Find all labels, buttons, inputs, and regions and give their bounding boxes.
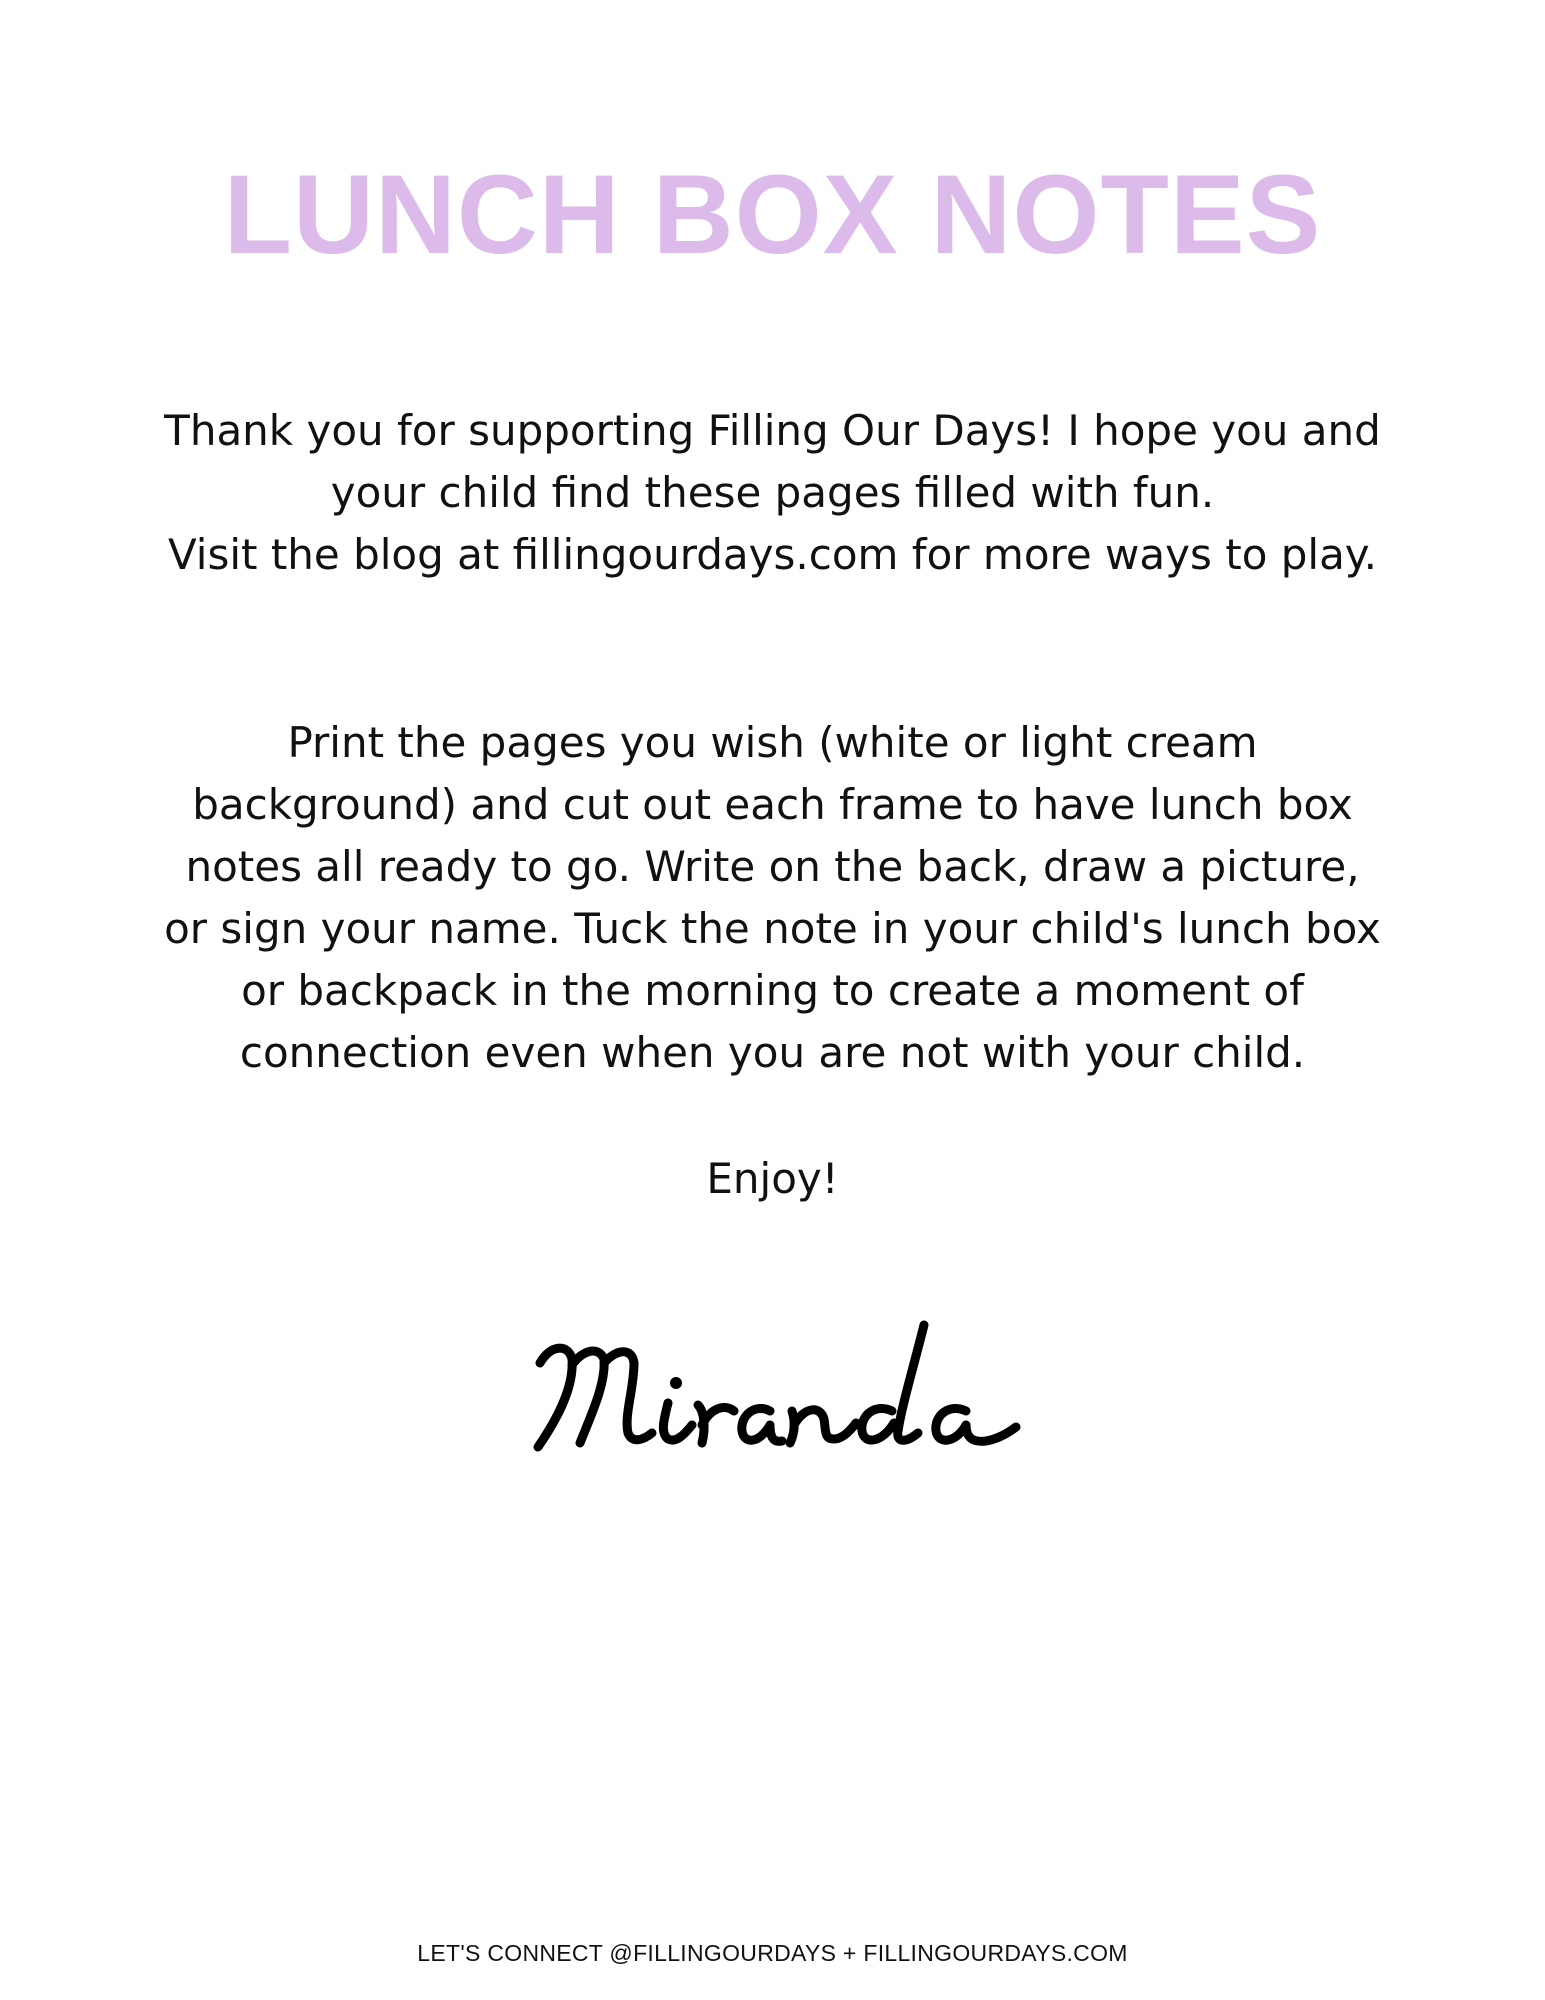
instructions-text: Print the pages you wish (white or light cream background) and cut out each frame to have lunch box notes all ready to go. Write on the back, draw a picture, or sign your name. Tuck the note in your child's lunch box or backpack in the morning to create a moment of connection even when you are not with your child. — [164, 718, 1381, 1077]
intro-paragraph — [160, 400, 1385, 586]
intro-thanks-text: Thank you for supporting Filling Our Days! I hope you and your child find these pages filled with fun. — [164, 406, 1381, 517]
footer-text: LET'S CONNECT @FILLINGOURDAYS + FILLINGOURDAYS.COM — [417, 1940, 1128, 1966]
instructions-paragraph — [160, 712, 1385, 1084]
intro-blog-text: Visit the blog at fillingourdays.com for more ways to play. — [167, 530, 1378, 579]
closing-text: Enjoy! — [706, 1154, 839, 1203]
signature-image — [520, 1315, 1040, 1465]
page-title: LUNCH BOX NOTES — [223, 152, 1322, 277]
